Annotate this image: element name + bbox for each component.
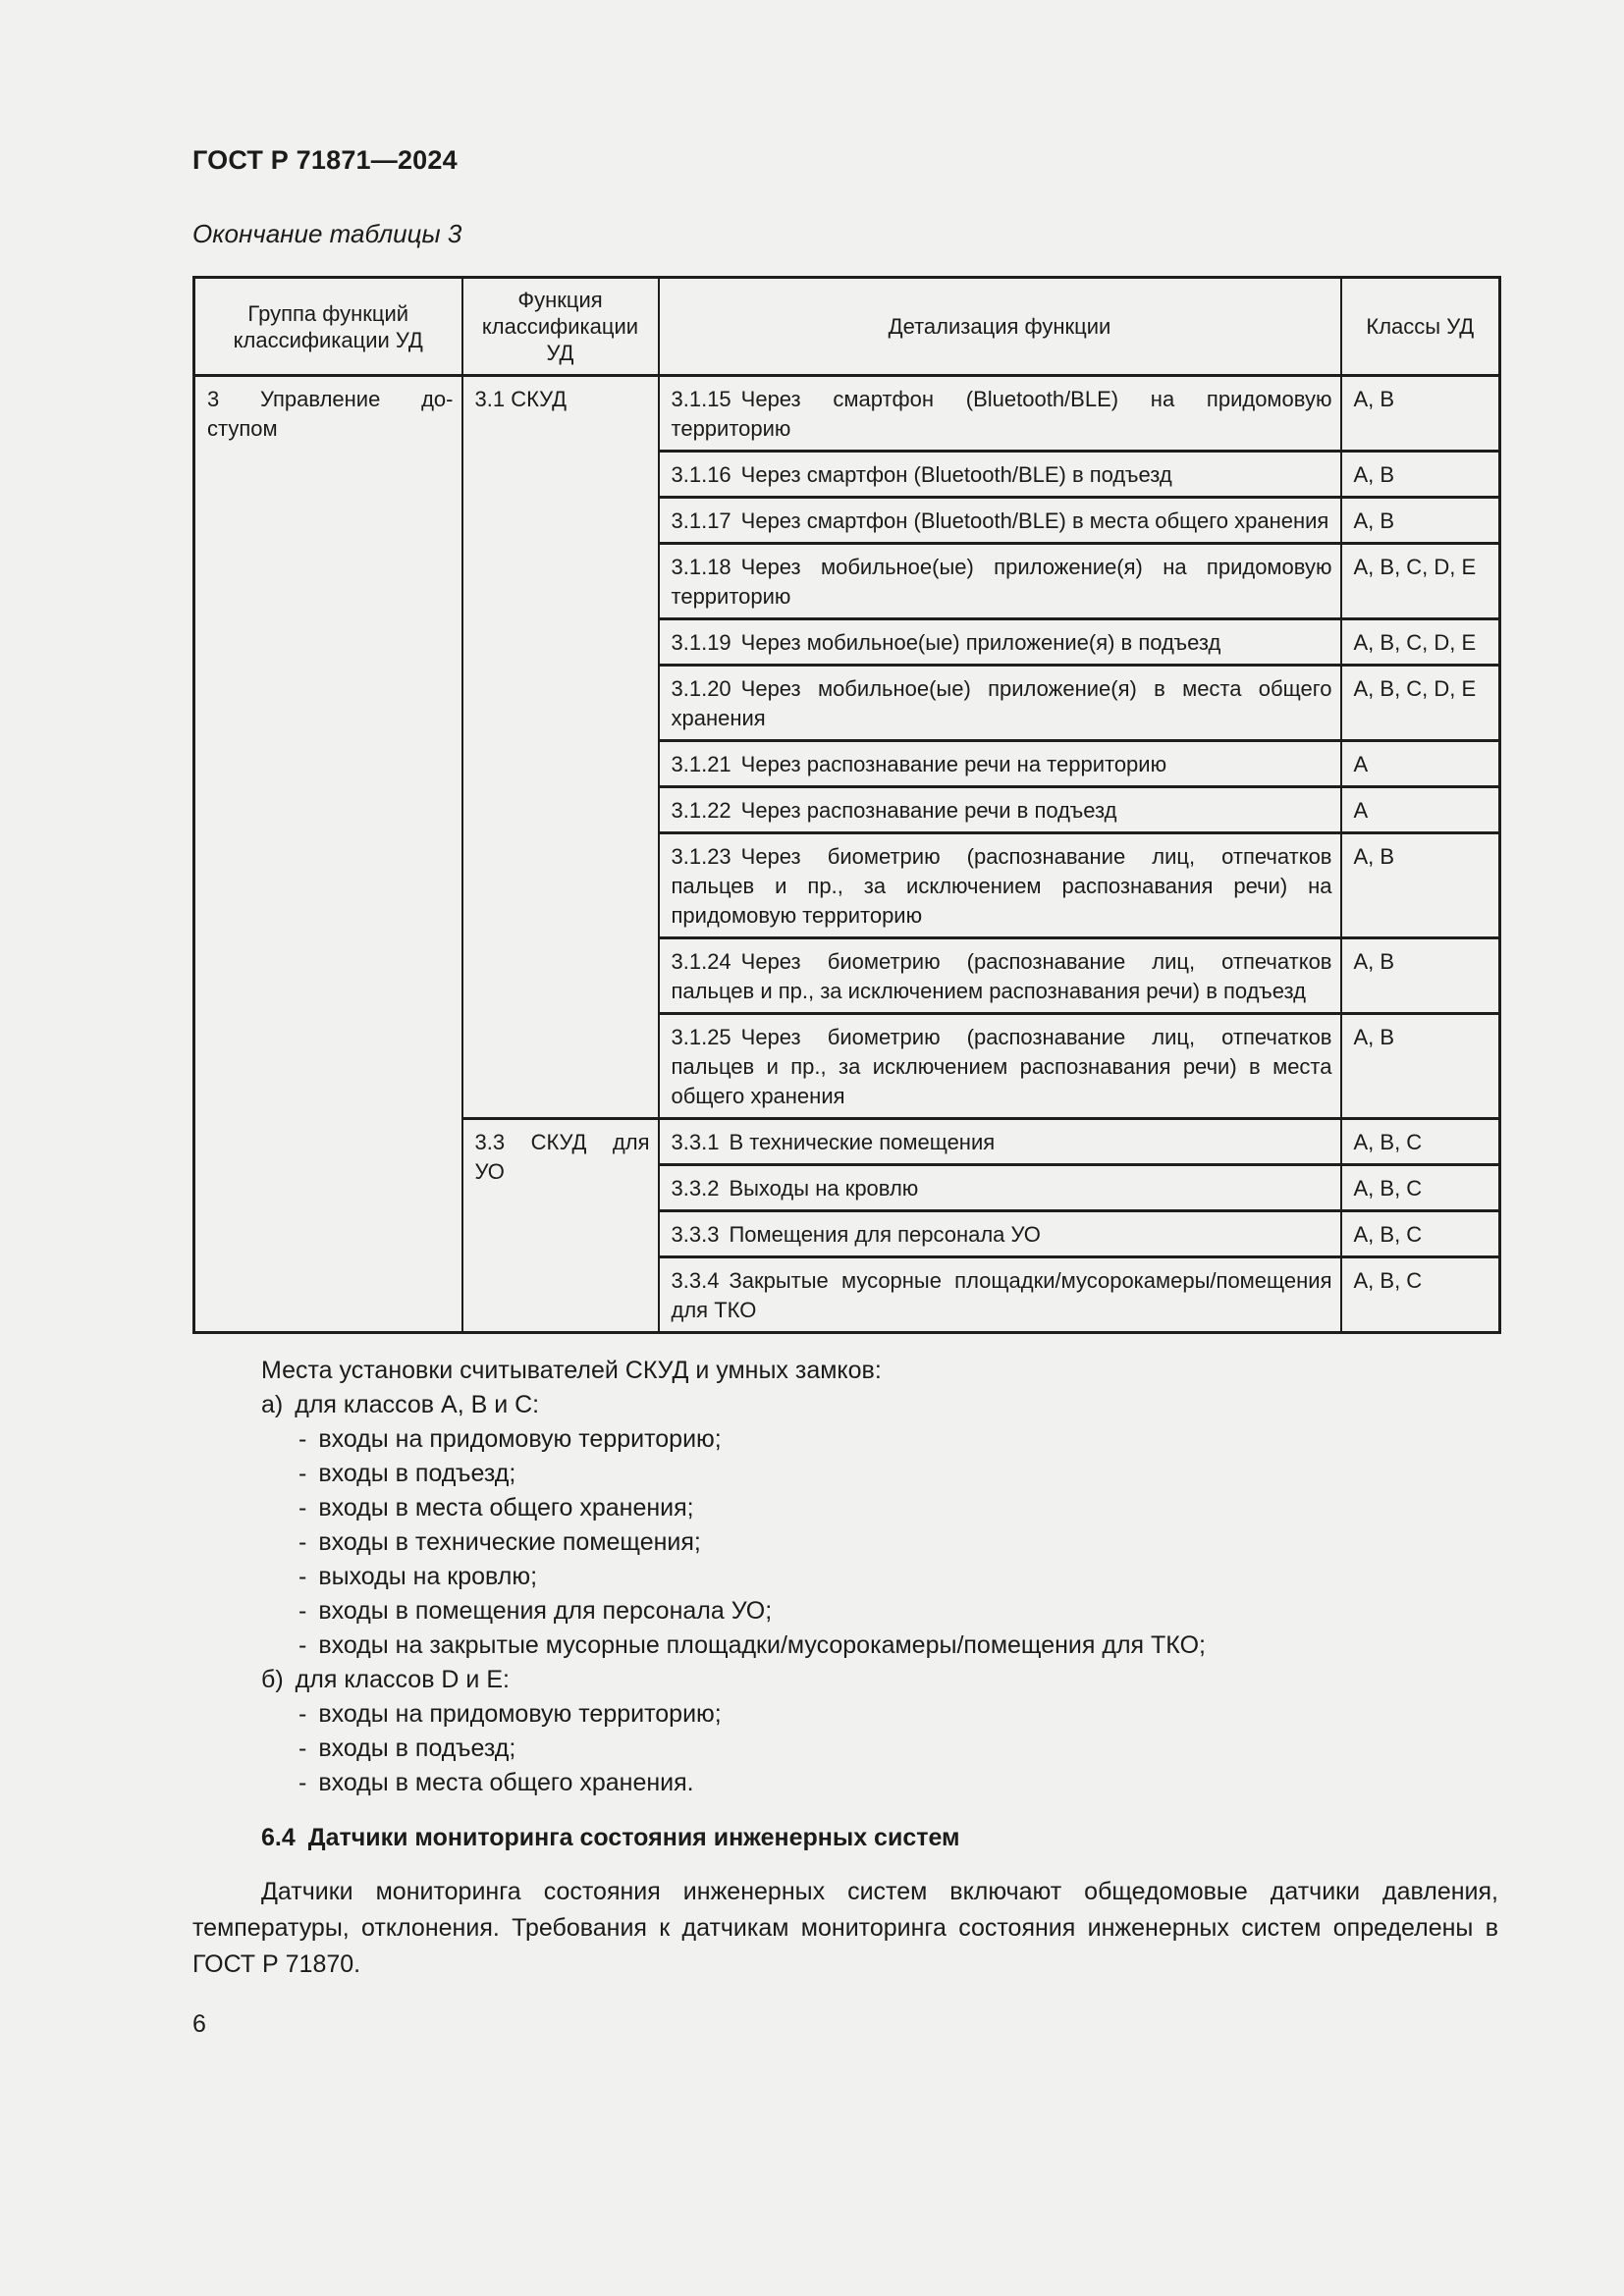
list-text: входы в подъезд; — [318, 1735, 516, 1762]
function-detail-cell — [659, 741, 1341, 787]
classes-cell: A, B — [1341, 833, 1500, 938]
list-marker: - — [298, 1528, 307, 1556]
list-marker: - — [298, 1425, 307, 1453]
classes-cell: A, B, C — [1341, 1119, 1500, 1165]
function-number: 3.1.17 — [671, 508, 731, 533]
cell-line: 3.1 СКУД — [474, 387, 568, 411]
list-text: входы в места общего хранения. — [318, 1769, 694, 1796]
function-detail-text: Через мобильное(ые) приложение(я) в подъезд — [740, 630, 1221, 655]
table-caption: Окончание таблицы 3 — [192, 219, 462, 248]
section-paragraph: Датчики мониторинга состояния инженерных систем включают общедомовые датчики давления, температуры, отклонения. Требования к датчикам мониторинга состояния инженерных систем определены в ГОСТ Р 71870. — [192, 1878, 1498, 1978]
column-header-classes: Классы УД — [1341, 278, 1500, 376]
list-marker: а) — [261, 1391, 284, 1418]
function-detail-text: Через мобильное(ые) приложение(я) на придомовую территорию — [671, 555, 1332, 609]
function-detail-cell — [659, 938, 1341, 1014]
function-number: 3.1.23 — [671, 844, 731, 869]
list-item — [192, 1457, 1498, 1491]
cell-line: ступом — [207, 416, 278, 441]
function-detail-cell — [659, 376, 1341, 452]
page-number: 6 — [192, 2010, 206, 2038]
classes-cell: A, B, C, D, E — [1341, 619, 1500, 666]
doc-code: ГОСТ Р 71871—2024 — [192, 145, 458, 175]
list-text: входы в технические помещения; — [318, 1528, 701, 1556]
function-detail-cell — [659, 1014, 1341, 1119]
function-detail-cell — [659, 1165, 1341, 1211]
table-row — [194, 376, 1500, 452]
list-marker: - — [298, 1563, 307, 1590]
function-number: 3.3.3 — [671, 1222, 720, 1247]
list-item — [192, 1560, 1498, 1594]
list-marker: - — [298, 1735, 307, 1762]
column-header-function: Функция классификации УД — [462, 278, 659, 376]
section-heading — [192, 1824, 1498, 1852]
list-letter-item — [192, 1388, 1498, 1422]
list-marker: - — [298, 1460, 307, 1487]
function-detail-text: Через распознавание речи на территорию — [740, 752, 1167, 776]
function-detail-text: Через биометрию (распознавание лиц, отпечатков пальцев и пр., за исключением распознавания речи) в подъезд — [671, 949, 1332, 1003]
section-number: 6.4 — [261, 1824, 296, 1851]
function-group-cell — [462, 376, 659, 1119]
function-detail-text: Через смартфон (Bluetooth/BLE) в места общего хранения — [740, 508, 1329, 533]
function-number: 3.3.1 — [671, 1130, 720, 1154]
function-number: 3.1.15 — [671, 387, 731, 411]
function-detail-cell — [659, 1211, 1341, 1257]
function-number: 3.1.16 — [671, 462, 731, 487]
function-detail-text: Через биометрию (распознавание лиц, отпечатков пальцев и пр., за исключением распознавания речи) в места общего хранения — [671, 1025, 1332, 1108]
group-cell — [194, 376, 462, 1333]
function-detail-cell — [659, 1119, 1341, 1165]
function-detail-cell — [659, 787, 1341, 833]
function-detail-text: Через биометрию (распознавание лиц, отпечатков пальцев и пр., за исключением распознавания речи) на придомовую территорию — [671, 844, 1332, 928]
classes-cell: A, B — [1341, 1014, 1500, 1119]
function-number: 3.1.24 — [671, 949, 731, 974]
list-text: входы на закрытые мусорные площадки/мусорокамеры/помещения для ТКО; — [318, 1631, 1206, 1659]
list-text: Места установки считывателей СКУД и умных замков: — [261, 1357, 882, 1384]
list-marker: - — [298, 1700, 307, 1728]
list-text: для классов D и E: — [295, 1666, 510, 1693]
function-number: 3.1.22 — [671, 798, 731, 823]
function-detail-cell — [659, 1257, 1341, 1333]
list-item — [192, 1594, 1498, 1629]
cell-line: УО — [474, 1159, 505, 1184]
list-item — [192, 1525, 1498, 1560]
function-number: 3.1.25 — [671, 1025, 731, 1049]
list-text: входы в подъезд; — [318, 1460, 516, 1487]
function-detail-cell — [659, 666, 1341, 741]
installation-list — [192, 1354, 1498, 1800]
list-marker: б) — [261, 1666, 284, 1693]
list-text: входы в места общего хранения; — [318, 1494, 694, 1522]
list-item — [192, 1422, 1498, 1457]
classes-cell: A, B — [1341, 938, 1500, 1014]
function-number: 3.1.18 — [671, 555, 731, 579]
function-detail-cell — [659, 544, 1341, 619]
list-letter-item — [192, 1663, 1498, 1697]
function-detail-cell — [659, 498, 1341, 544]
function-number: 3.3.2 — [671, 1176, 720, 1201]
column-header-group: Группа функций классификации УД — [194, 278, 462, 376]
function-detail-cell — [659, 833, 1341, 938]
list-marker: - — [298, 1597, 307, 1625]
list-item — [192, 1766, 1498, 1800]
list-intro — [192, 1354, 1498, 1388]
function-group-cell — [462, 1119, 659, 1333]
page-content — [192, 0, 1498, 2039]
function-number: 3.1.19 — [671, 630, 731, 655]
list-text: выходы на кровлю; — [318, 1563, 538, 1590]
classification-table — [192, 276, 1501, 1334]
list-text: для классов А, В и С: — [295, 1391, 540, 1418]
classes-cell: A — [1341, 741, 1500, 787]
function-detail-text: Через распознавание речи в подъезд — [740, 798, 1117, 823]
classes-cell: A, B, C — [1341, 1211, 1500, 1257]
table-header-row — [194, 278, 1500, 376]
list-item — [192, 1732, 1498, 1766]
classes-cell: A, B — [1341, 498, 1500, 544]
function-number: 3.1.20 — [671, 676, 731, 701]
section-title: Датчики мониторинга состояния инженерных систем — [307, 1824, 960, 1851]
list-text: входы на придомовую территорию; — [318, 1700, 722, 1728]
classes-cell: A, B, C — [1341, 1257, 1500, 1333]
list-text: входы на придомовую территорию; — [318, 1425, 722, 1453]
classes-cell: A, B, C, D, E — [1341, 544, 1500, 619]
list-item — [192, 1629, 1498, 1663]
classes-cell: A, B, C — [1341, 1165, 1500, 1211]
function-number: 3.3.4 — [671, 1268, 720, 1293]
function-detail-text: Через смартфон (Bluetooth/BLE) на придомовую территорию — [671, 387, 1332, 441]
function-detail-cell — [659, 452, 1341, 498]
classes-cell: A, B — [1341, 452, 1500, 498]
function-detail-cell — [659, 619, 1341, 666]
list-marker: - — [298, 1494, 307, 1522]
function-detail-text: Через смартфон (Bluetooth/BLE) в подъезд — [740, 462, 1172, 487]
list-item — [192, 1491, 1498, 1525]
function-number: 3.1.21 — [671, 752, 731, 776]
list-item — [192, 1697, 1498, 1732]
cell-line: 3.3 СКУД для — [474, 1130, 650, 1154]
list-text: входы в помещения для персонала УО; — [318, 1597, 773, 1625]
list-marker: - — [298, 1769, 307, 1796]
function-detail-text: Выходы на кровлю — [729, 1176, 919, 1201]
classes-cell: A — [1341, 787, 1500, 833]
function-detail-text: Помещения для персонала УО — [729, 1222, 1041, 1247]
cell-line: 3 Управление до- — [207, 387, 454, 411]
list-marker: - — [298, 1631, 307, 1659]
function-detail-text: Закрытые мусорные площадки/мусорокамеры/помещения для ТКО — [671, 1268, 1332, 1322]
classes-cell: A, B — [1341, 376, 1500, 452]
classes-cell: A, B, C, D, E — [1341, 666, 1500, 741]
function-detail-text: Через мобильное(ые) приложение(я) в места общего хранения — [671, 676, 1332, 730]
column-header-detail: Детализация функции — [659, 278, 1341, 376]
function-detail-text: В технические помещения — [729, 1130, 996, 1154]
